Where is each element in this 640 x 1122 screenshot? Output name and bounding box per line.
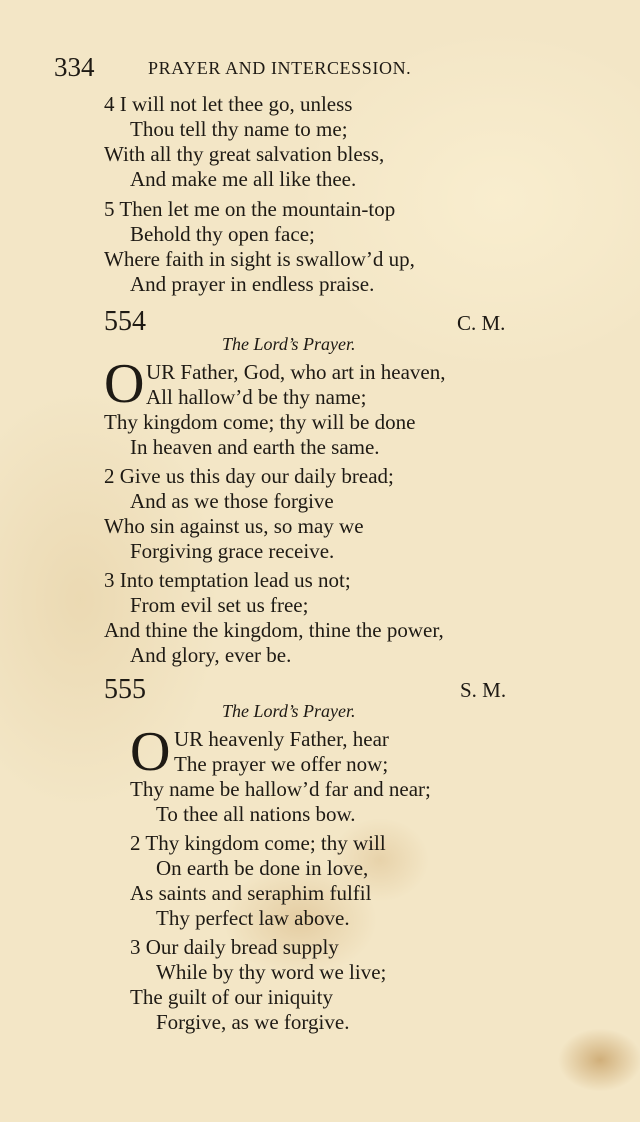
verse-line: UR heavenly Father, hear — [174, 727, 389, 751]
verse-line: Forgiving grace receive. — [130, 539, 335, 563]
verse-line: Forgive, as we forgive. — [156, 1010, 350, 1034]
verse-line: While by thy word we live; — [156, 960, 387, 984]
verse-line: To thee all nations bow. — [156, 802, 356, 826]
hymn-meter-554: C. M. — [457, 311, 506, 335]
verse-line: 2 Thy kingdom come; thy will — [130, 831, 386, 855]
hymn-meter-555: S. M. — [460, 678, 507, 702]
verse-line: Where faith in sight is swallow’d up, — [104, 247, 415, 271]
verse-line: Who sin against us, so may we — [104, 514, 364, 538]
drop-cap: O — [104, 353, 145, 415]
verse-line: 2 Give us this day our daily bread; — [104, 464, 394, 488]
verse-line: 3 Into temptation lead us not; — [104, 568, 351, 592]
hymn-title-554: The Lord’s Prayer. — [222, 334, 356, 354]
verse-line: And as we those forgive — [130, 489, 334, 513]
verse-line: As saints and seraphim fulfil — [130, 881, 372, 905]
verse-line: From evil set us free; — [130, 593, 309, 617]
verse-line: On earth be done in love, — [156, 856, 369, 880]
verse-line: And make me all like thee. — [130, 167, 357, 191]
hymn-number-554: 554 — [104, 306, 146, 337]
verse-line: And thine the kingdom, thine the power, — [104, 618, 444, 642]
drop-cap: O — [130, 721, 171, 783]
verse-line: Thy perfect law above. — [156, 906, 350, 930]
verse-line: 3 Our daily bread supply — [130, 935, 339, 959]
verse-line: All hallow’d be thy name; — [146, 385, 367, 409]
verse-line: Thy kingdom come; thy will be done — [104, 410, 416, 434]
verse-line: Thy name be hallow’d far and near; — [130, 777, 431, 801]
hymn-number-555: 555 — [104, 674, 146, 705]
verse-line: 4 I will not let thee go, unless — [104, 92, 353, 116]
page-number: 334 — [54, 52, 95, 82]
verse-line: The prayer we offer now; — [174, 752, 389, 776]
verse-line: With all thy great salvation bless, — [104, 142, 385, 166]
hymn-title-555: The Lord’s Prayer. — [222, 701, 356, 721]
verse-line: And prayer in endless praise. — [130, 272, 375, 296]
verse-line: 5 Then let me on the mountain-top — [104, 197, 396, 221]
running-head: PRAYER AND INTERCESSION. — [148, 58, 412, 78]
verse-line: The guilt of our iniquity — [130, 985, 333, 1009]
verse-line: Behold thy open face; — [130, 222, 315, 246]
page-header — [54, 52, 494, 88]
verse-line: In heaven and earth the same. — [130, 435, 380, 459]
verse-line: UR Father, God, who art in heaven, — [146, 360, 446, 384]
verse-line: And glory, ever be. — [130, 643, 292, 667]
verse-line: Thou tell thy name to me; — [130, 117, 348, 141]
